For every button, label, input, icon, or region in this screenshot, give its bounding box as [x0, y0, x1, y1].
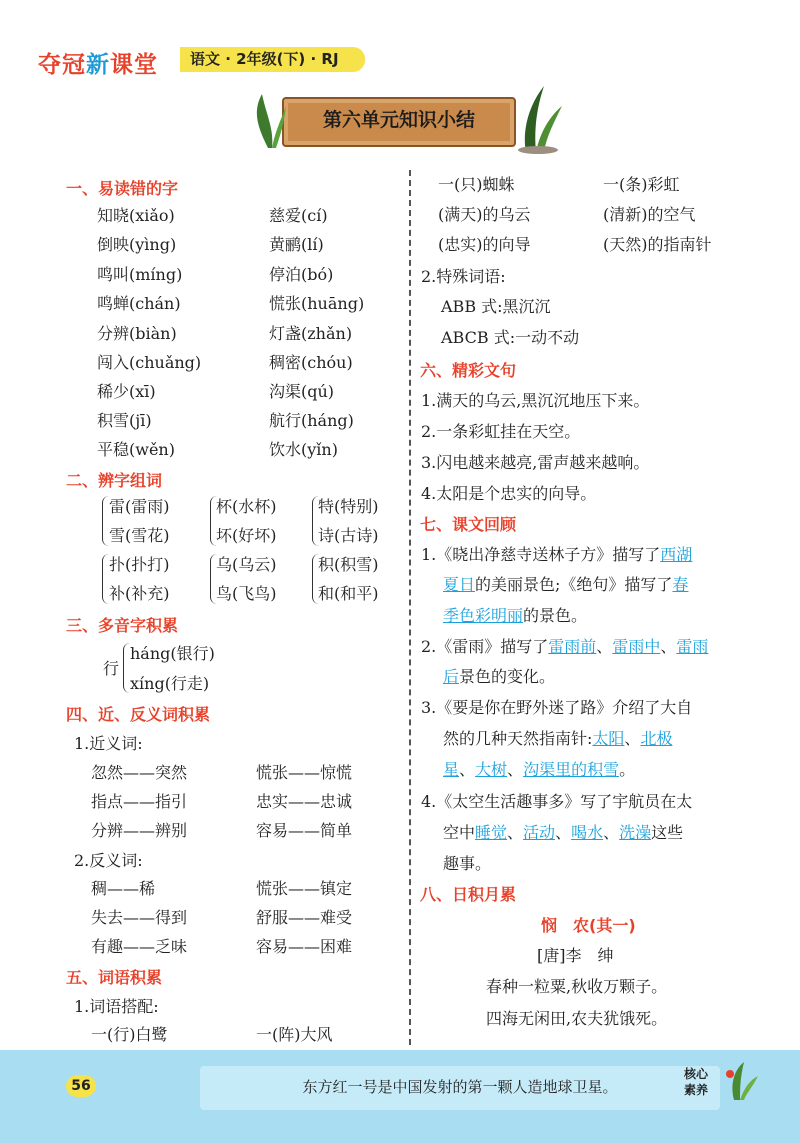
special-words-label: 2.特殊词语: [421, 267, 506, 286]
word-item: 停泊(bó) [269, 265, 334, 284]
word-pair: 指点——指引 [91, 792, 188, 811]
section-title-daily: 八、日积月累 [420, 885, 517, 904]
section-title-misread: 一、易读错的字 [66, 179, 179, 198]
review-line: 季色彩明丽的景色。 [443, 606, 588, 625]
word-item: 航行(háng) [269, 411, 354, 430]
word-item: 鸣叫(míng) [97, 265, 183, 284]
collocation-item: 一(只)蜘蛛 [438, 175, 515, 194]
section-title-synonyms: 四、近、反义词积累 [66, 705, 211, 724]
review-line: 3.《要是你在野外迷了路》介绍了大自 [421, 698, 693, 717]
plant-icon [720, 1060, 760, 1102]
section-title-distinguish: 二、辨字组词 [66, 471, 163, 490]
core-literacy-badge: 核心 素养 [684, 1067, 709, 1097]
word-item: 闯入(chuǎng) [97, 353, 202, 372]
page-title: 第六单元知识小结 [322, 109, 475, 131]
word-group: 雪(雪花) [109, 526, 170, 545]
collocation-item: (满天)的乌云 [438, 205, 531, 224]
brace [123, 643, 130, 693]
poem-title: 悯 农(其一) [541, 916, 636, 935]
polyphone-char: 行 [103, 659, 120, 678]
word-pair: 忽然——突然 [91, 763, 188, 782]
word-pair: 分辨——辨别 [91, 821, 188, 840]
word-pair: 稠——稀 [91, 879, 156, 898]
word-pair: 慌张——镇定 [256, 879, 353, 898]
synonym-label: 1.近义词: [74, 734, 143, 753]
review-line: 空中睡觉、活动、喝水、洗澡这些 [443, 823, 684, 842]
word-item: 饮水(yǐn) [269, 440, 338, 459]
word-group: 和(和平) [318, 584, 379, 603]
word-group: 诗(古诗) [318, 526, 379, 545]
subject-label: 语文 · 2年级(下) · RJ [190, 50, 339, 68]
word-group: 积(积雪) [318, 555, 379, 574]
word-group: 特(特别) [318, 497, 379, 516]
word-group: 鸟(飞鸟) [216, 584, 277, 603]
review-line: 星、大树、沟渠里的积雪。 [443, 760, 636, 779]
collocation-item: 一(行)白鹭 [91, 1025, 168, 1044]
brace [102, 554, 109, 604]
word-item: 鸣蝉(chán) [97, 294, 181, 313]
footer-fact: 东方红一号是中国发射的第一颗人造地球卫星。 [302, 1078, 618, 1096]
word-group: 坏(好坏) [216, 526, 277, 545]
antonym-label: 2.反义词: [74, 851, 143, 870]
poem-line: 春种一粒粟,秋收万颗子。 [486, 977, 668, 996]
abb-words: ABB 式:黑沉沉 [441, 297, 551, 316]
section-title-vocabulary: 五、词语积累 [66, 968, 163, 987]
word-pair: 容易——困难 [256, 937, 353, 956]
polyphone-reading: háng(银行) [130, 644, 215, 663]
review-line: 夏日的美丽景色;《绝句》描写了春 [443, 575, 689, 594]
word-group: 扑(扑打) [109, 555, 170, 574]
word-item: 稀少(xī) [97, 382, 156, 401]
word-item: 沟渠(qú) [269, 382, 335, 401]
word-item: 黄鹂(lí) [269, 235, 324, 254]
brand-logo: 夺冠新课堂 [38, 52, 158, 78]
section-title-polyphone: 三、多音字积累 [66, 616, 179, 635]
word-item: 稠密(chóu) [269, 353, 353, 372]
sentence: 2.一条彩虹挂在天空。 [421, 422, 581, 441]
review-line: 4.《太空生活趣事多》写了宇航员在太 [421, 792, 693, 811]
review-line: 2.《雷雨》描写了雷雨前、雷雨中、雷雨 [421, 637, 709, 656]
abcb-words: ABCB 式:一动不动 [441, 328, 580, 347]
column-divider [409, 170, 411, 1045]
word-group: 乌(乌云) [216, 555, 277, 574]
review-line: 1.《晓出净慈寺送林子方》描写了西湖 [421, 545, 693, 564]
poem-author: [唐]李 绅 [537, 946, 614, 965]
section-title-review: 七、课文回顾 [420, 515, 517, 534]
word-item: 分辨(biàn) [97, 324, 177, 343]
sentence: 4.太阳是个忠实的向导。 [421, 484, 597, 503]
collocation-item: 一(条)彩虹 [603, 175, 680, 194]
poem-line: 四海无闲田,农夫犹饿死。 [486, 1009, 668, 1028]
section-title-sentences: 六、精彩文句 [420, 361, 517, 380]
review-line: 趣事。 [443, 854, 492, 873]
word-pair: 失去——得到 [91, 908, 188, 927]
page-number: 56 [66, 1075, 96, 1097]
word-item: 倒映(yìng) [97, 235, 177, 254]
word-group: 杯(水杯) [216, 497, 277, 516]
word-item: 灯盏(zhǎn) [269, 324, 353, 343]
word-pair: 慌张——惊慌 [256, 763, 353, 782]
brace [102, 496, 109, 546]
collocation-item: (忠实)的向导 [438, 235, 531, 254]
word-pair: 忠实——忠诚 [256, 792, 353, 811]
word-pair: 舒服——难受 [256, 908, 353, 927]
word-group: 补(补充) [109, 584, 170, 603]
sentence: 1.满天的乌云,黑沉沉地压下来。 [421, 391, 650, 410]
collocation-item: (清新)的空气 [603, 205, 696, 224]
word-item: 积雪(jī) [97, 411, 152, 430]
word-group: 雷(雷雨) [109, 497, 170, 516]
polyphone-reading: xíng(行走) [130, 674, 210, 693]
word-pair: 有趣——乏味 [91, 937, 188, 956]
collocation-item: 一(阵)大风 [256, 1025, 333, 1044]
word-pair: 容易——简单 [256, 821, 353, 840]
word-item: 慌张(huāng) [269, 294, 365, 313]
word-item: 知晓(xiǎo) [97, 206, 175, 225]
collocation-label: 1.词语搭配: [74, 997, 159, 1016]
collocation-item: (天然)的指南针 [603, 235, 712, 254]
review-line: 后景色的变化。 [443, 667, 556, 686]
grass-decoration-icon [516, 82, 566, 154]
review-line: 然的几种天然指南针:太阳、北极 [443, 729, 673, 748]
sentence: 3.闪电越来越亮,雷声越来越响。 [421, 453, 650, 472]
word-item: 平稳(wěn) [97, 440, 175, 459]
word-item: 慈爱(cí) [269, 206, 328, 225]
